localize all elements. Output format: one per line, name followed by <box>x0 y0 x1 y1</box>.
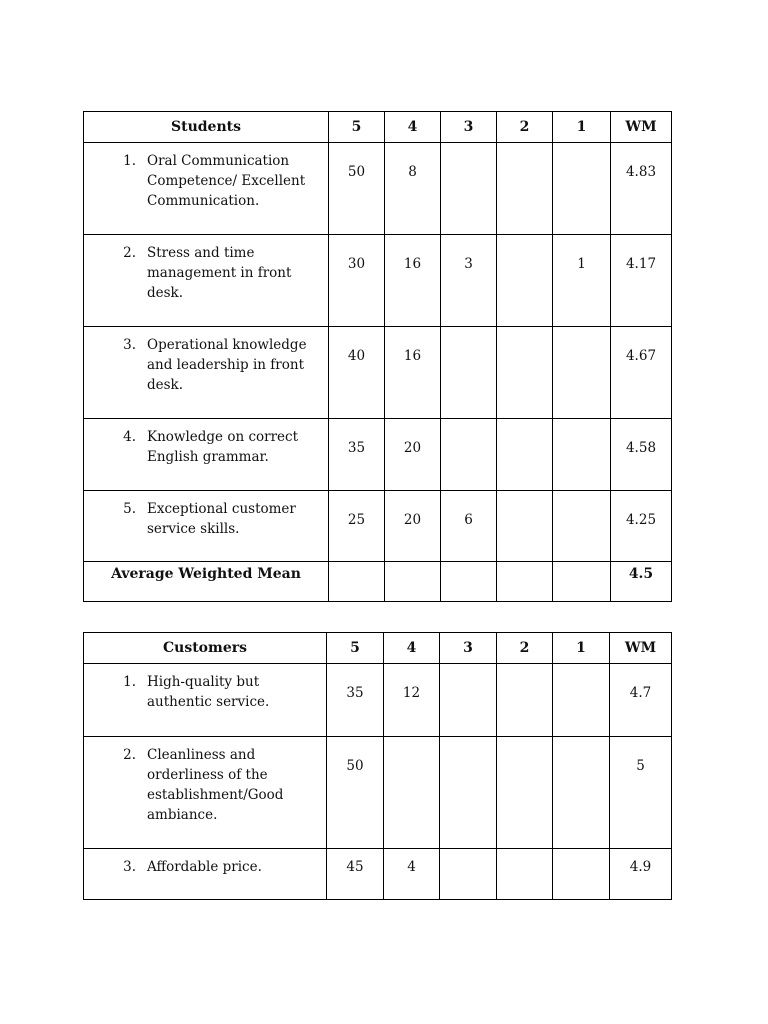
score-3-cell: 3 <box>441 235 497 327</box>
item-label: Knowledge on correct English grammar. <box>147 429 299 465</box>
score-2-cell <box>497 664 553 737</box>
column-header-1: 1 <box>553 633 610 664</box>
score-1-cell <box>553 664 610 737</box>
item-index: 3. <box>123 337 136 353</box>
item-label-cell <box>84 737 327 849</box>
score-4-cell: 16 <box>385 235 441 327</box>
score-5-cell: 50 <box>329 143 385 235</box>
score-5-cell: 45 <box>327 849 384 900</box>
score-5-cell: 40 <box>329 327 385 419</box>
item-index: 5. <box>123 501 136 517</box>
score-1-cell <box>553 143 611 235</box>
item-index: 1. <box>123 153 136 169</box>
score-4-cell: 20 <box>385 419 441 491</box>
score-4-cell <box>384 737 440 849</box>
item-label: Operational knowledge and leadership in front desk. <box>147 337 307 393</box>
wm-cell: 4.83 <box>611 143 672 235</box>
students-header-row <box>84 112 672 143</box>
item-index: 2. <box>123 245 136 261</box>
column-header-4: 4 <box>385 112 441 143</box>
score-3-cell <box>440 664 497 737</box>
students-column-header: Students <box>84 112 329 143</box>
score-1-cell <box>553 737 610 849</box>
empty-cell <box>385 562 441 602</box>
column-header-4: 4 <box>384 633 440 664</box>
wm-cell: 4.67 <box>611 327 672 419</box>
item-label: Cleanliness and orderliness of the establishment/Good ambiance. <box>147 747 284 823</box>
item-label: Oral Communication Competence/ Excellent Communication. <box>147 153 306 209</box>
score-5-cell: 35 <box>327 664 384 737</box>
item-label-cell <box>84 327 329 419</box>
wm-cell: 4.7 <box>610 664 672 737</box>
column-header-2: 2 <box>497 633 553 664</box>
score-1-cell <box>553 491 611 562</box>
score-5-cell: 30 <box>329 235 385 327</box>
table-row <box>84 143 672 235</box>
item-label: Stress and time management in front desk. <box>147 245 292 301</box>
score-5-cell: 50 <box>327 737 384 849</box>
score-3-cell <box>440 849 497 900</box>
column-header-3: 3 <box>441 112 497 143</box>
average-row <box>84 562 672 602</box>
score-2-cell <box>497 491 553 562</box>
item-label-cell <box>84 143 329 235</box>
score-2-cell <box>497 849 553 900</box>
wm-cell: 4.25 <box>611 491 672 562</box>
students-table <box>83 111 672 602</box>
score-1-cell <box>553 419 611 491</box>
item-index: 2. <box>123 747 136 763</box>
table-row <box>84 849 672 900</box>
score-4-cell: 20 <box>385 491 441 562</box>
score-1-cell: 1 <box>553 235 611 327</box>
score-4-cell: 12 <box>384 664 440 737</box>
wm-cell: 4.9 <box>610 849 672 900</box>
item-label: Affordable price. <box>147 859 262 875</box>
item-index: 1. <box>123 674 136 690</box>
customers-column-header: Customers <box>84 633 327 664</box>
empty-cell <box>497 562 553 602</box>
item-label-cell <box>84 419 329 491</box>
score-2-cell <box>497 327 553 419</box>
wm-cell: 4.58 <box>611 419 672 491</box>
column-header-wm: WM <box>611 112 672 143</box>
score-1-cell <box>553 849 610 900</box>
average-weighted-mean-value: 4.5 <box>611 562 672 602</box>
item-label-cell <box>84 235 329 327</box>
score-3-cell: 6 <box>441 491 497 562</box>
table-row <box>84 737 672 849</box>
item-label-cell <box>84 491 329 562</box>
customers-header-row <box>84 633 672 664</box>
table-row <box>84 664 672 737</box>
wm-cell: 4.17 <box>611 235 672 327</box>
column-header-wm: WM <box>610 633 672 664</box>
item-label: High-quality but authentic service. <box>147 674 270 710</box>
empty-cell <box>553 562 611 602</box>
score-2-cell <box>497 143 553 235</box>
average-weighted-mean-label: Average Weighted Mean <box>84 562 329 602</box>
table-row <box>84 327 672 419</box>
score-3-cell <box>441 143 497 235</box>
item-index: 3. <box>123 859 136 875</box>
score-1-cell <box>553 327 611 419</box>
score-4-cell: 16 <box>385 327 441 419</box>
score-3-cell <box>440 737 497 849</box>
item-label-cell <box>84 849 327 900</box>
score-3-cell <box>441 327 497 419</box>
column-header-1: 1 <box>553 112 611 143</box>
score-4-cell: 4 <box>384 849 440 900</box>
score-3-cell <box>441 419 497 491</box>
empty-cell <box>441 562 497 602</box>
score-2-cell <box>497 235 553 327</box>
customers-table <box>83 632 672 900</box>
wm-cell: 5 <box>610 737 672 849</box>
score-5-cell: 25 <box>329 491 385 562</box>
table-row <box>84 491 672 562</box>
column-header-5: 5 <box>327 633 384 664</box>
column-header-5: 5 <box>329 112 385 143</box>
table-row <box>84 419 672 491</box>
score-2-cell <box>497 419 553 491</box>
empty-cell <box>329 562 385 602</box>
item-label: Exceptional customer service skills. <box>147 501 296 537</box>
column-header-3: 3 <box>440 633 497 664</box>
table-row <box>84 235 672 327</box>
item-label-cell <box>84 664 327 737</box>
score-4-cell: 8 <box>385 143 441 235</box>
item-index: 4. <box>123 429 136 445</box>
column-header-2: 2 <box>497 112 553 143</box>
score-5-cell: 35 <box>329 419 385 491</box>
score-2-cell <box>497 737 553 849</box>
